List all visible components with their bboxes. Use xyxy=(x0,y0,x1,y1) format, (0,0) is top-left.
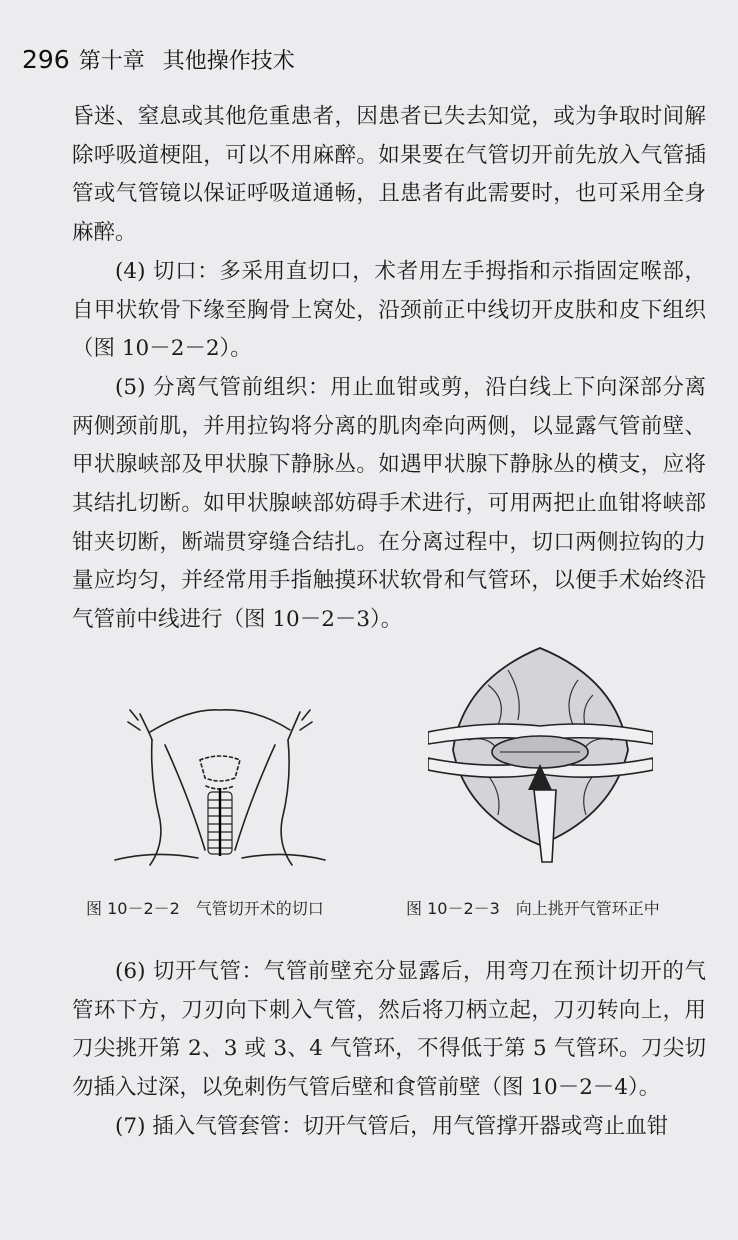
text-bottom xyxy=(72,953,706,1147)
running-header xyxy=(22,44,295,75)
figure-caption-tracheal-ring: 图 10－2－3 向上挑开气管环正中 xyxy=(406,899,660,918)
tracheal-ring-incision-illustration xyxy=(428,640,653,870)
text-top xyxy=(72,98,706,640)
page-number: 296 xyxy=(22,45,70,74)
figure-caption-incision: 图 10－2－2 气管切开术的切口 xyxy=(86,899,324,918)
paragraph-anesthesia: 昏迷、窒息或其他危重患者，因患者已失去知觉，或为争取时间解除呼吸道梗阻，可以不用麻醉。如果要在气管切开前先放入气管插管或气管镜以保证呼吸道通畅，且患者有此需要时，也可采用全身麻醉。 xyxy=(72,104,706,246)
paragraph-separation: (5) 分离气管前组织：用止血钳或剪，沿白线上下向深部分离两侧颈前肌，并用拉钩将分离的肌肉牵向两侧，以显露气管前壁、甲状腺峡部及甲状腺下静脉丛。如遇甲状腺下静脉丛的横支，应将其结扎切断。如甲状腺峡部妨碍手术进行，可用两把止血钳将峡部钳夹切断，断端贯穿缝合结扎。在分离过程中，切口两侧拉钩的力量应均匀，并经常用手指触摸环状软骨和气管环，以便手术始终沿气管前中线进行（图 10－2－3）。 xyxy=(72,374,706,633)
paragraph-tracheal-opening: (6) 切开气管：气管前壁充分显露后，用弯刀在预计切开的气管环下方，刀刃向下刺入气管，然后将刀柄立起，刀刃转向上，用刀尖挑开第 2、3 或 3、4 气管环，不得低于第 5 气管环。刀尖切勿插入过深，以免刺伤气管后壁和食管前壁（图 10－2－4）。 xyxy=(72,959,706,1101)
chapter-label: 第十章 xyxy=(78,49,145,74)
paragraph-cannula-insertion: (7) 插入气管套管：切开气管后，用气管撑开器或弯止血钳 xyxy=(115,1113,669,1139)
neck-incision-illustration xyxy=(110,700,330,870)
paragraph-incision: (4) 切口：多采用直切口，术者用左手拇指和示指固定喉部，自甲状软骨下缘至胸骨上窝处，沿颈前正中线切开皮肤和皮下组织（图 10－2－2）。 xyxy=(72,258,706,362)
chapter-title: 其他操作技术 xyxy=(162,49,295,74)
